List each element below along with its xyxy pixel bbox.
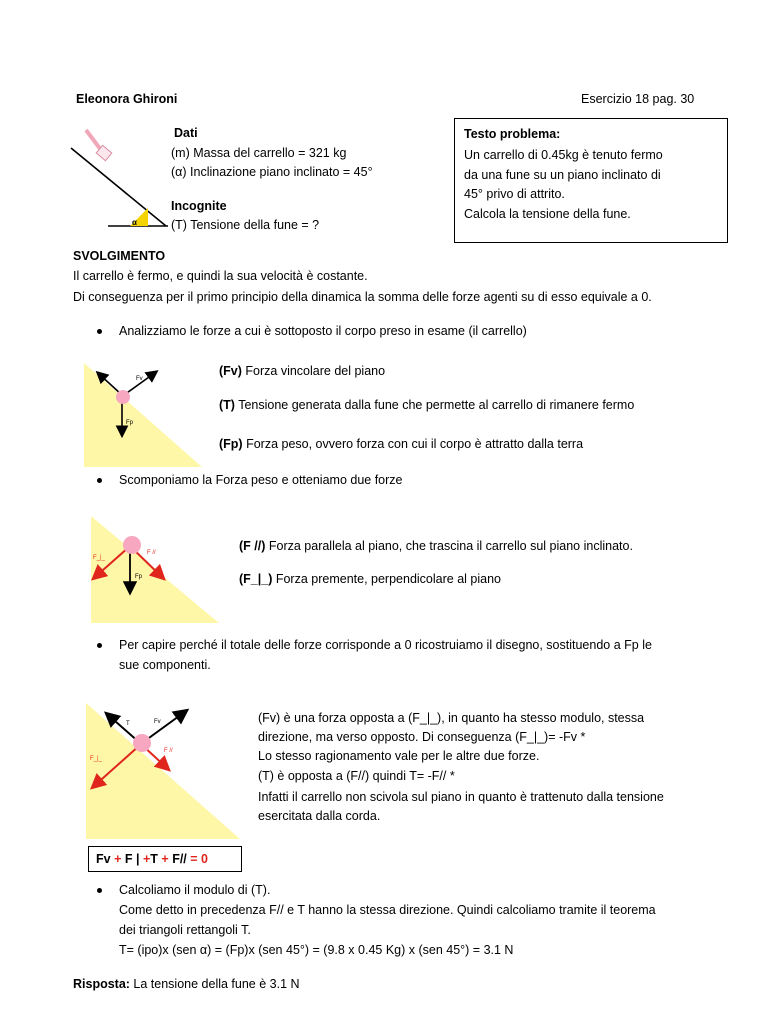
bullet-point [97, 643, 102, 648]
bullet-point [97, 329, 102, 334]
bullet-text: Calcoliamo il modulo di (T). [119, 883, 271, 897]
bullet-text: Per capire perché il totale delle forze corrisponde a 0 ricostruiamo il disegno, sostituendo a Fp le [119, 638, 652, 652]
bullet-point [97, 888, 102, 893]
answer: Risposta: La tensione della fune è 3.1 N [73, 977, 300, 991]
fv-description: (Fv) Forza vincolare del piano [219, 364, 386, 378]
explanation-line: esercitata dalla corda. [258, 809, 381, 823]
forces-figure [84, 363, 204, 467]
inclined-plane-figure [68, 128, 172, 230]
svolgimento-line: Di conseguenza per il primo principio della dinamica la somma delle forze agenti su di esso equivale a 0. [73, 290, 652, 304]
formula-line: T= (ipo)x (sen α) = (Fp)x (sen 45°) = (9.8 x 0.45 Kg) x (sen 45°) = 3.1 N [119, 943, 514, 957]
bullet-text: Come detto in precedenza F// e T hanno la stessa direzione. Quindi calcoliamo tramite il teorema [119, 903, 656, 917]
t-label: T [126, 721, 130, 727]
equation: Fv + F | +T + F// = 0 [96, 852, 209, 866]
equation-box [88, 846, 242, 872]
bullet-text: Scomponiamo la Forza peso e otteniamo due forze [119, 473, 403, 487]
fpar-label: F // [147, 550, 156, 556]
angle-data: (α) Inclinazione piano inclinato = 45° [171, 165, 373, 179]
tension-unknown: (T) Tensione della fune = ? [171, 218, 320, 232]
fpar-description: (F //) Forza parallela al piano, che trascina il carrello sul piano inclinato. [239, 539, 633, 553]
problem-line: da una fune su un piano inclinato di [464, 168, 661, 182]
bullet-text: dei triangoli rettangoli T. [119, 923, 251, 937]
mass-data: (m) Massa del carrello = 321 kg [171, 146, 347, 160]
t-description: (T) Tensione generata dalla fune che permette al carrello di rimanere fermo [219, 398, 635, 412]
bullet-text: Analizziamo le forze a cui è sottoposto il corpo preso in esame (il carrello) [119, 324, 527, 338]
t-label: T [101, 374, 106, 381]
fv-label: Fv [154, 719, 161, 725]
fperp-label: F_|_ [90, 756, 102, 762]
incognite-title: Incognite [171, 199, 227, 213]
fp-label: Fp [126, 420, 134, 426]
explanation-line: Infatti il carrello non scivola sul piano in quanto è trattenuto dalla tensione [258, 790, 664, 804]
problem-title: Testo problema: [464, 127, 561, 141]
bullet-point [97, 478, 102, 483]
explanation-line: direzione, ma verso opposto. Di conseguenza (F_|_)= -Fv * [258, 730, 586, 744]
bullet-text: sue componenti. [119, 658, 211, 672]
explanation-line: Lo stesso ragionamento vale per le altre due forze. [258, 749, 540, 763]
author-name: Eleonora Ghironi [76, 92, 178, 106]
problem-line: 45° privo di attrito. [464, 187, 565, 201]
reconstruction-figure [86, 703, 242, 840]
svolgimento-title: SVOLGIMENTO [73, 249, 166, 263]
problem-line: Calcola la tensione della fune. [464, 207, 631, 221]
fperp-description: (F_|_) Forza premente, perpendicolare al piano [239, 572, 501, 586]
dati-title: Dati [174, 126, 198, 140]
fv-label: Fv [136, 376, 143, 382]
fp-description: (Fp) Forza peso, ovvero forza con cui il corpo è attratto dalla terra [219, 437, 584, 451]
explanation-line: (T) è opposta a (F//) quindi T= -F// * [258, 769, 455, 783]
angle-label: α [132, 218, 137, 227]
decomposition-figure [91, 516, 221, 624]
problem-line: Un carrello di 0.45kg è tenuto fermo [464, 148, 663, 162]
explanation-line: (Fv) è una forza opposta a (F_|_), in quanto ha stesso modulo, stessa [258, 711, 645, 725]
problem-box [454, 118, 728, 243]
svolgimento-line: Il carrello è fermo, e quindi la sua velocità è costante. [73, 269, 368, 283]
exercise-reference: Esercizio 18 pag. 30 [581, 92, 695, 106]
fp-label: Fp [135, 574, 143, 580]
fperp-label: F_|_ [93, 555, 105, 561]
fpar-label: F // [164, 748, 173, 754]
